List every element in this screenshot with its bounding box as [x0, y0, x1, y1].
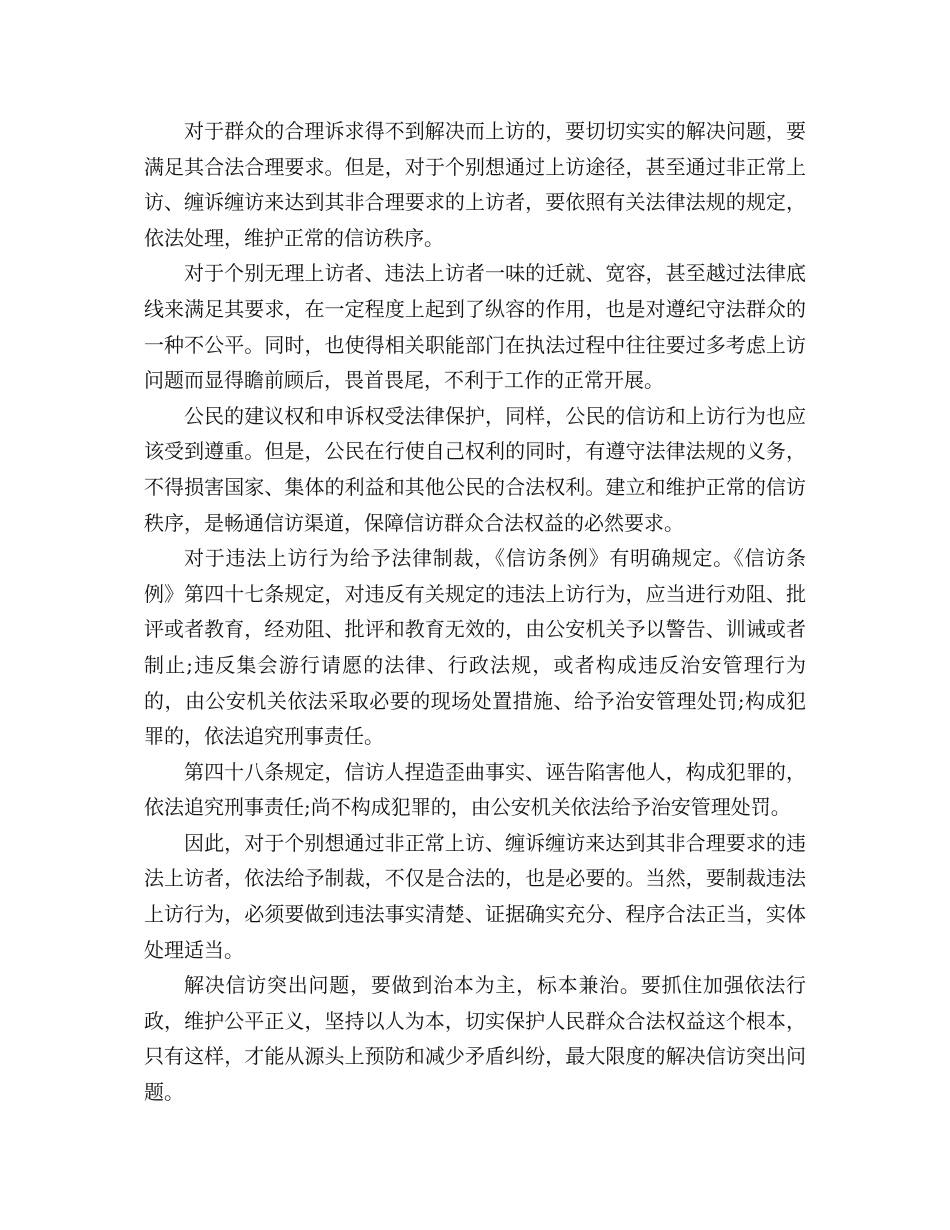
paragraph-6: 因此，对于个别想通过非正常上访、缠诉缠访来达到其非合理要求的违法上访者，依法给予制裁，不仅是合法的，也是必要的。当然，要制裁违法上访行为，必须要做到违法事实清楚、证据确实充分、程序合法正当，实体处理适当。 [144, 830, 806, 962]
paragraph-5: 第四十八条规定，信访人捏造歪曲事实、诬告陷害他人，构成犯罪的，依法追究刑事责任;尚不构成犯罪的，由公安机关依法给予治安管理处罚。 [144, 759, 806, 820]
paragraph-1: 对于群众的合理诉求得不到解决而上访的，要切切实实的解决问题，要满足其合法合理要求。但是，对于个别想通过上访途径，甚至通过非正常上访、缠诉缠访来达到其非合理要求的上访者，要依照有关法律法规的规定，依法处理，维护正常的信访秩序。 [144, 119, 806, 250]
paragraph-2: 对于个别无理上访者、违法上访者一味的迁就、宽容，甚至越过法律底线来满足其要求，在一定程度上起到了纵容的作用，也是对遵纪守法群众的一种不公平。同时，也使得相关职能部门在执法过程中往往要过多考虑上访问题而显得瞻前顾后，畏首畏尾，不利于工作的正常开展。 [144, 261, 806, 393]
paragraph-3: 公民的建议权和申诉权受法律保护，同样，公民的信访和上访行为也应该受到遵重。但是，公民在行使自己权利的同时，有遵守法律法规的义务，不得损害国家、集体的利益和其他公民的合法权利。建立和维护正常的信访秩序，是畅通信访渠道，保障信访群众合法权益的必然要求。 [144, 403, 806, 535]
paragraph-4: 对于违法上访行为给予法律制裁，《信访条例》有明确规定。《信访条例》第四十七条规定，对违反有关规定的违法上访行为，应当进行劝阻、批评或者教育，经劝阻、批评和教育无效的，由公安机关予以警告、训诫或者制止;违反集会游行请愿的法律、行政法规，或者构成违反治安管理行为的，由公安机关依法采取必要的现场处置措施、给予治安管理处罚;构成犯罪的，依法追究刑事责任。 [144, 546, 806, 749]
document-body [144, 114, 806, 1111]
paragraph-7: 解决信访突出问题，要做到治本为主，标本兼治。要抓住加强依法行政，维护公平正义，坚持以人为本，切实保护人民群众合法权益这个根本，只有这样，才能从源头上预防和减少矛盾纠纷，最大限度的解决信访突出问题。 [144, 973, 806, 1105]
